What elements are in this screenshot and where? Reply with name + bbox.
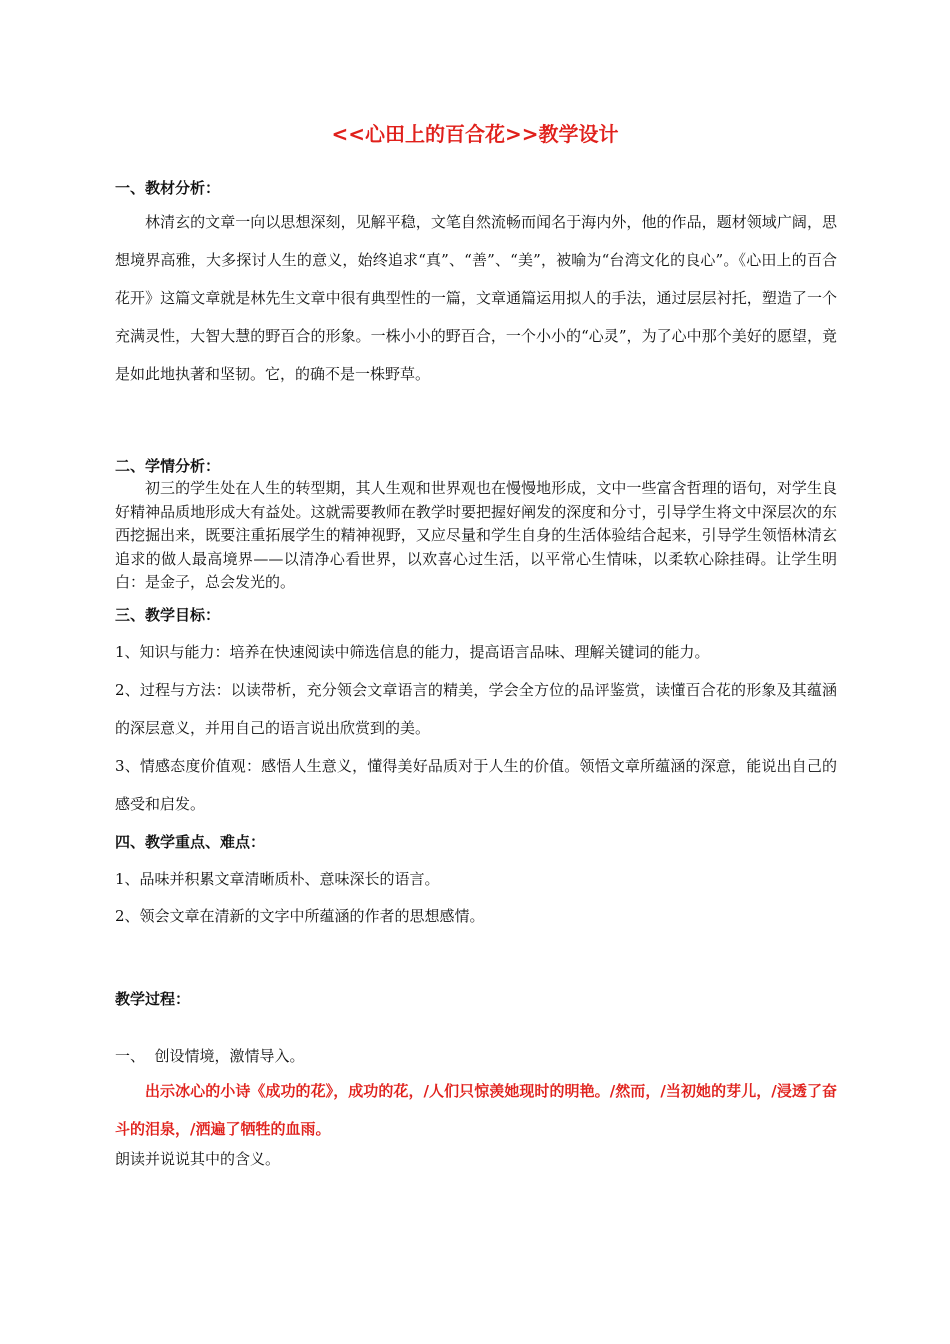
document-title: <<心田上的百合花>>教学设计 — [331, 122, 619, 146]
section-teaching-objectives — [115, 604, 837, 823]
section-paragraph: 林清玄的文章一向以思想深刻，见解平稳，文笔自然流畅而闻名于海内外，他的作品，题材领域广阔，思想境界高雅，大多探讨人生的意义，始终追求“真”、“善”、“美”，被喻为“台湾文化的良心”。《心田上的百合花开》这篇文章就是林先生文章中很有典型性的一篇，文章通篇运用拟人的手法，通过层层衬托，塑造了一个充满灵性，大智大慧的野百合的形象。一株小小的野百合，一个小小的“心灵”，为了心中那个美好的愿望，竟是如此地执著和坚韧。它，的确不是一株野草。 — [115, 213, 837, 383]
section-paragraph: 初三的学生处在人生的转型期，其人生观和世界观也在慢慢地形成，文中一些富含哲理的语句，对学生良好精神品质地形成大有益处。这就需要教师在教学时要把握好阐发的深度和分寸，引导学生将文中深层次的东西挖掘出来，既要注重拓展学生的精神视野，又应尽量和学生自身的生活体验结合起来，引导学生领悟林清玄追求的做人最高境界——以清净心看世界，以欢喜心过生活，以平常心生情味，以柔软心除挂碍。让学生明白：是金子，总会发光的。 — [115, 479, 837, 591]
process-instruction: 朗读并说说其中的含义。 — [115, 1150, 281, 1168]
section-heading: 一、教材分析： — [115, 179, 221, 197]
section-heading: 二、学情分析： — [115, 457, 221, 475]
section-heading: 三、教学目标： — [115, 606, 221, 624]
process-step: 一、 创设情境，激情导入。 — [115, 1047, 305, 1065]
section-heading: 教学过程： — [115, 990, 191, 1008]
objective-item: 2、过程与方法：以读带析，充分领会文章语言的精美，学会全方位的品评鉴赏，读懂百合花的形象及其蕴涵的深层意义，并用自己的语言说出欣赏到的美。 — [115, 681, 837, 737]
key-point-item: 1、品味并积累文章清晰质朴、意味深长的语言。 — [115, 870, 440, 888]
section-teaching-process — [115, 988, 837, 1170]
section-student-analysis — [115, 455, 837, 595]
objective-item: 3、情感态度价值观：感悟人生意义，懂得美好品质对于人生的价值。领悟文章所蕴涵的深意，能说出自己的感受和启发。 — [115, 757, 837, 813]
section-heading: 四、教学重点、难点： — [115, 833, 266, 851]
objective-item: 1、知识与能力：培养在快速阅读中筛选信息的能力，提高语言品味、理解关键词的能力。 — [115, 643, 710, 661]
section-teaching-material-analysis — [115, 177, 837, 393]
section-key-points — [115, 831, 837, 927]
poem-excerpt: 出示冰心的小诗《成功的花》，成功的花，/人们只惊羡她现时的明艳。/然而，/当初她的芽儿，/浸透了奋斗的泪泉，/洒遍了牺牲的血雨。 — [115, 1082, 837, 1138]
key-point-item: 2、领会文章在清新的文字中所蕴涵的作者的思想感情。 — [115, 907, 485, 925]
